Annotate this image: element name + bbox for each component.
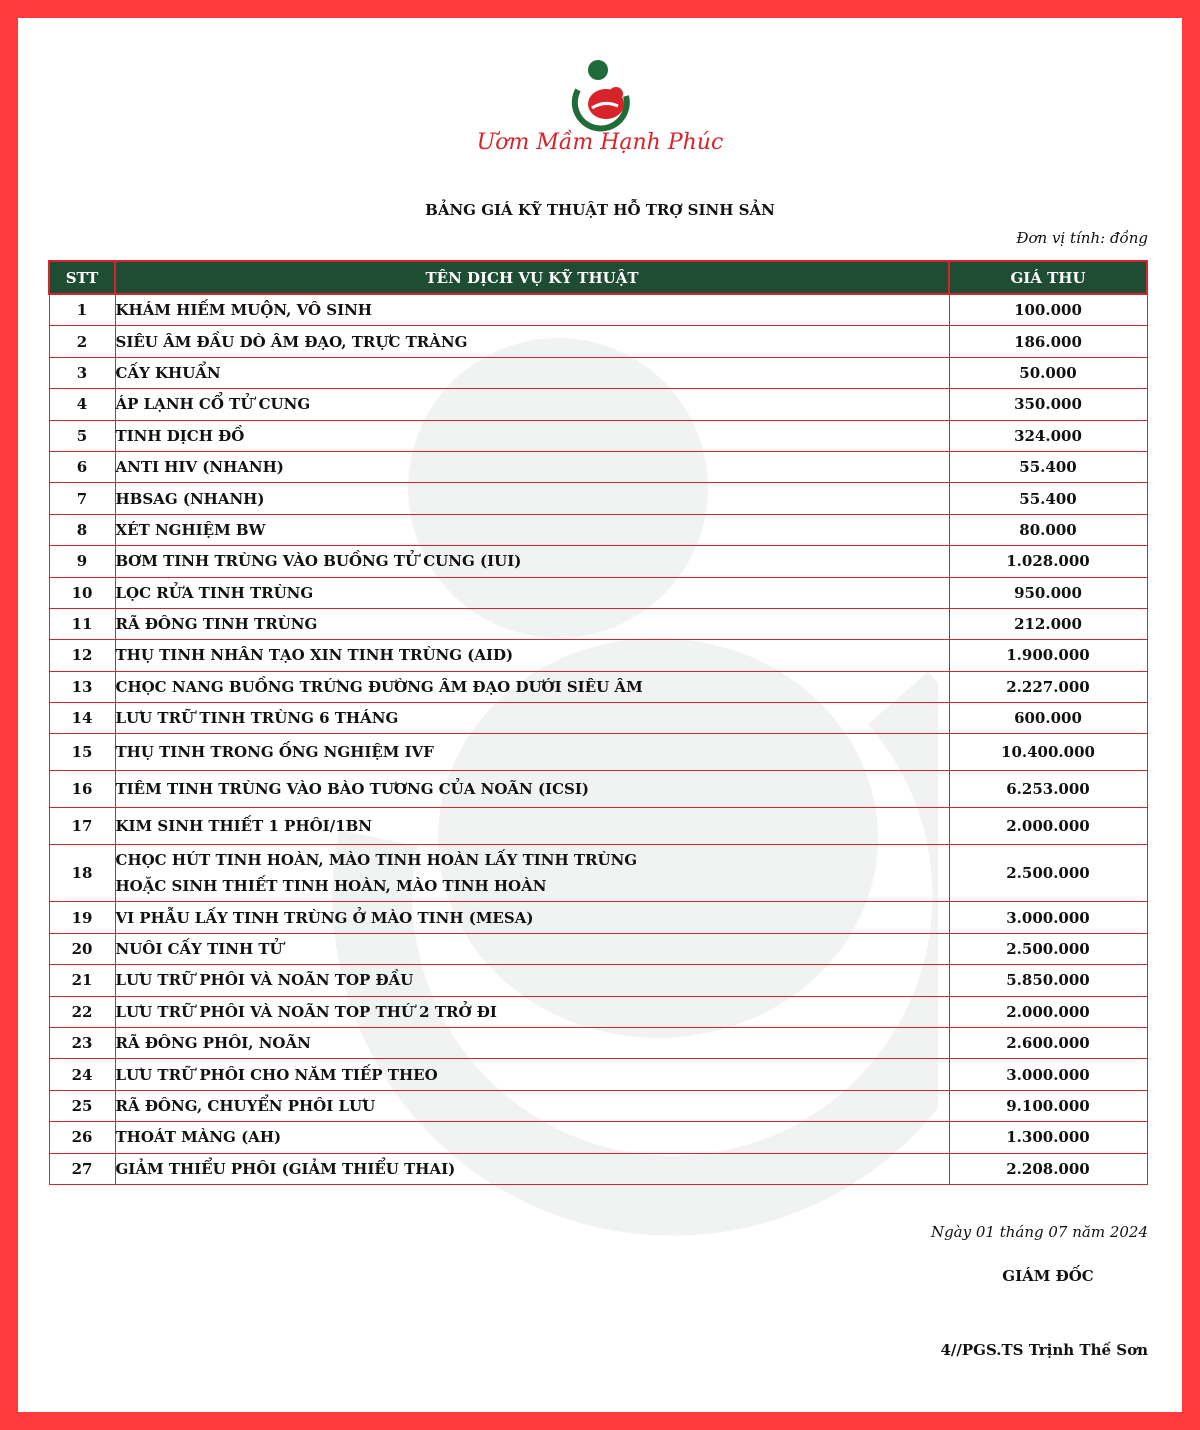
- signer-name: 4//PGS.TS Trịnh Thế Sơn: [940, 1341, 1148, 1359]
- table-row: [49, 933, 1147, 964]
- row-service-name: THỤ TINH NHÂN TẠO XIN TINH TRÙNG (AID): [115, 640, 949, 671]
- row-stt: 23: [49, 1028, 115, 1059]
- table-row: [49, 771, 1147, 808]
- table-row: [49, 1153, 1147, 1184]
- row-service-name: KIM SINH THIẾT 1 PHÔI/1BN: [115, 808, 949, 845]
- row-price: 3.000.000: [949, 902, 1147, 933]
- row-price: 2.000.000: [949, 808, 1147, 845]
- table-row: [49, 577, 1147, 608]
- brand-name: Ươm Mầm Hạnh Phúc: [476, 130, 724, 155]
- row-service-name: LƯU TRỮ TINH TRÙNG 6 THÁNG: [115, 703, 949, 734]
- row-price: 1.028.000: [949, 546, 1147, 577]
- table-row: [49, 389, 1147, 420]
- row-price: 212.000: [949, 608, 1147, 639]
- row-price: 3.000.000: [949, 1059, 1147, 1090]
- row-price: 55.400: [949, 483, 1147, 514]
- row-service-name: THOÁT MÀNG (AH): [115, 1122, 949, 1153]
- row-stt: 12: [49, 640, 115, 671]
- table-row: [49, 965, 1147, 996]
- row-price: 2.500.000: [949, 933, 1147, 964]
- column-header-price: GIÁ THU: [949, 261, 1147, 294]
- table-row: [49, 294, 1147, 326]
- row-stt: 26: [49, 1122, 115, 1153]
- row-service-name: XÉT NGHIỆM BW: [115, 514, 949, 545]
- table-row: [49, 1059, 1147, 1090]
- signer-role: GIÁM ĐỐC: [1002, 1267, 1094, 1285]
- row-service-name: LỌC RỬA TINH TRÙNG: [115, 577, 949, 608]
- row-service-name: LƯU TRỮ PHÔI VÀ NOÃN TOP THỨ 2 TRỞ ĐI: [115, 996, 949, 1027]
- row-service-name: CHỌC HÚT TINH HOÀN, MÀO TINH HOÀN LẤY TINH TRÙNG HOẶC SINH THIẾT TINH HOÀN, MÀO TINH HOÀN: [115, 845, 949, 902]
- table-row: [49, 845, 1147, 902]
- row-service-name: TIÊM TINH TRÙNG VÀO BÀO TƯƠNG CỦA NOÃN (ICSI): [115, 771, 949, 808]
- row-price: 2.000.000: [949, 996, 1147, 1027]
- row-price: 6.253.000: [949, 771, 1147, 808]
- row-price: 2.227.000: [949, 671, 1147, 702]
- row-service-name: ANTI HIV (NHANH): [115, 451, 949, 482]
- table-row: [49, 483, 1147, 514]
- row-stt: 7: [49, 483, 115, 514]
- row-service-name: RÃ ĐÔNG TINH TRÙNG: [115, 608, 949, 639]
- row-stt: 19: [49, 902, 115, 933]
- table-row: [49, 1028, 1147, 1059]
- table-row: [49, 902, 1147, 933]
- row-stt: 13: [49, 671, 115, 702]
- table-row: [49, 326, 1147, 357]
- table-row: [49, 357, 1147, 388]
- table-body: [49, 294, 1147, 1184]
- row-stt: 3: [49, 357, 115, 388]
- row-service-name: CẤY KHUẨN: [115, 357, 949, 388]
- row-stt: 4: [49, 389, 115, 420]
- row-price: 80.000: [949, 514, 1147, 545]
- row-stt: 27: [49, 1153, 115, 1184]
- row-price: 324.000: [949, 420, 1147, 451]
- row-stt: 8: [49, 514, 115, 545]
- row-price: 350.000: [949, 389, 1147, 420]
- document-date: Ngày 01 tháng 07 năm 2024: [930, 1223, 1148, 1241]
- table-row: [49, 703, 1147, 734]
- table-header-row: [49, 261, 1147, 294]
- row-price: 1.300.000: [949, 1122, 1147, 1153]
- row-stt: 1: [49, 294, 115, 326]
- column-header-name: TÊN DỊCH VỤ KỸ THUẬT: [115, 261, 949, 294]
- row-stt: 5: [49, 420, 115, 451]
- row-service-name: BƠM TINH TRÙNG VÀO BUỒNG TỬ CUNG (IUI): [115, 546, 949, 577]
- row-service-name: KHÁM HIẾM MUỘN, VÔ SINH: [115, 294, 949, 326]
- row-price: 186.000: [949, 326, 1147, 357]
- row-stt: 11: [49, 608, 115, 639]
- row-price: 1.900.000: [949, 640, 1147, 671]
- row-price: 10.400.000: [949, 734, 1147, 771]
- row-service-name: VI PHẪU LẤY TINH TRÙNG Ở MÀO TINH (MESA): [115, 902, 949, 933]
- table-row: [49, 420, 1147, 451]
- row-service-name: HBSAG (NHANH): [115, 483, 949, 514]
- row-stt: 24: [49, 1059, 115, 1090]
- row-stt: 2: [49, 326, 115, 357]
- table-row: [49, 608, 1147, 639]
- row-stt: 10: [49, 577, 115, 608]
- unit-note: Đơn vị tính: đồng: [1016, 229, 1148, 247]
- row-stt: 16: [49, 771, 115, 808]
- row-service-name: THỤ TINH TRONG ỐNG NGHIỆM IVF: [115, 734, 949, 771]
- row-service-name: SIÊU ÂM ĐẦU DÒ ÂM ĐẠO, TRỰC TRÀNG: [115, 326, 949, 357]
- row-stt: 18: [49, 845, 115, 902]
- row-stt: 9: [49, 546, 115, 577]
- row-stt: 15: [49, 734, 115, 771]
- row-stt: 14: [49, 703, 115, 734]
- page-title: BẢNG GIÁ KỸ THUẬT HỖ TRỢ SINH SẢN: [425, 201, 775, 219]
- row-service-name: TINH DỊCH ĐỒ: [115, 420, 949, 451]
- table-row: [49, 514, 1147, 545]
- table-row: [49, 640, 1147, 671]
- table-row: [49, 451, 1147, 482]
- row-service-name: RÃ ĐÔNG PHÔI, NOÃN: [115, 1028, 949, 1059]
- column-header-stt: STT: [49, 261, 115, 294]
- row-stt: 6: [49, 451, 115, 482]
- table-row: [49, 1122, 1147, 1153]
- table-row: [49, 808, 1147, 845]
- table-row: [49, 671, 1147, 702]
- row-price: 50.000: [949, 357, 1147, 388]
- row-stt: 25: [49, 1090, 115, 1121]
- row-stt: 21: [49, 965, 115, 996]
- row-price: 2.208.000: [949, 1153, 1147, 1184]
- row-service-name: NUÔI CẤY TINH TỬ: [115, 933, 949, 964]
- row-price: 2.500.000: [949, 845, 1147, 902]
- table-row: [49, 1090, 1147, 1121]
- row-service-name: RÃ ĐÔNG, CHUYỂN PHÔI LƯU: [115, 1090, 949, 1121]
- row-service-name: LƯU TRỮ PHÔI VÀ NOÃN TOP ĐẦU: [115, 965, 949, 996]
- table-row: [49, 996, 1147, 1027]
- row-stt: 17: [49, 808, 115, 845]
- row-stt: 22: [49, 996, 115, 1027]
- row-stt: 20: [49, 933, 115, 964]
- row-price: 2.600.000: [949, 1028, 1147, 1059]
- row-service-name: GIẢM THIỂU PHÔI (GIẢM THIỂU THAI): [115, 1153, 949, 1184]
- price-table: [48, 260, 1148, 1185]
- row-service-name: LƯU TRỮ PHÔI CHO NĂM TIẾP THEO: [115, 1059, 949, 1090]
- table-row: [49, 546, 1147, 577]
- table-row: [49, 734, 1147, 771]
- row-price: 9.100.000: [949, 1090, 1147, 1121]
- row-price: 600.000: [949, 703, 1147, 734]
- row-price: 100.000: [949, 294, 1147, 326]
- price-sheet: [18, 18, 1182, 1412]
- row-price: 5.850.000: [949, 965, 1147, 996]
- row-service-name: ÁP LẠNH CỔ TỬ CUNG: [115, 389, 949, 420]
- row-service-name: CHỌC NANG BUỒNG TRỨNG ĐƯỜNG ÂM ĐẠO DƯỚI SIÊU ÂM: [115, 671, 949, 702]
- brand-logo-icon: [566, 56, 638, 140]
- row-price: 55.400: [949, 451, 1147, 482]
- row-price: 950.000: [949, 577, 1147, 608]
